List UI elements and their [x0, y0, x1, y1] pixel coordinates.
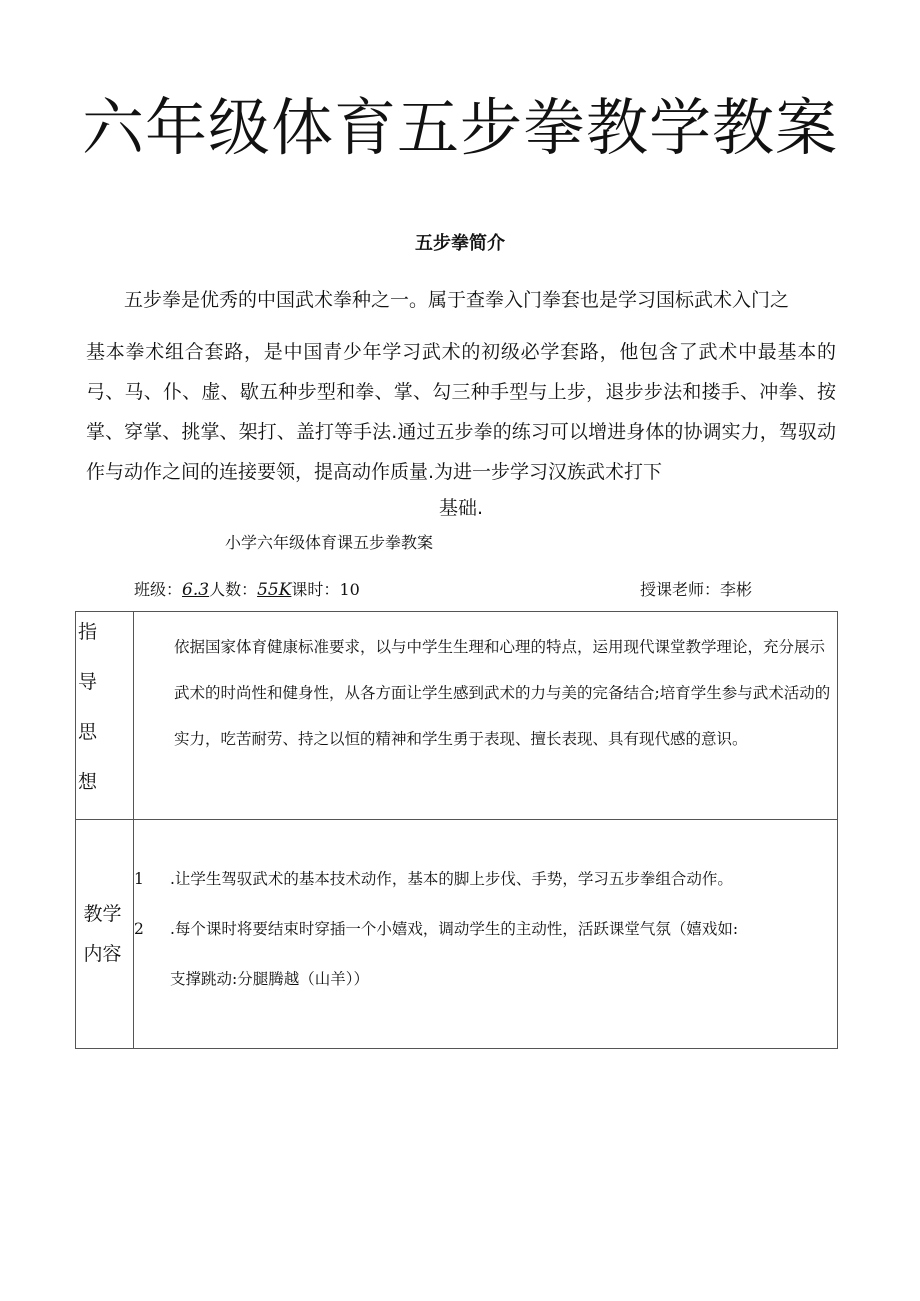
list-item-number: 1 [134, 870, 144, 888]
intro-section [86, 280, 836, 524]
guiding-label [76, 612, 134, 820]
list-item-text: .每个课时将要结束时穿插一个小嬉戏，调动学生的主动性，活跃课堂气氛（嬉戏如: [170, 920, 739, 938]
content-text-cell [134, 820, 838, 1049]
list-item-text: .让学生驾驭武术的基本技术动作，基本的脚上步伐、手势，学习五步拳组合动作。 [170, 870, 733, 888]
list-item-continuation: 支撑跳动:分腿腾越（山羊）） [170, 970, 369, 988]
class-value: 6.3 [182, 580, 210, 600]
teacher-info [640, 577, 752, 603]
intro-first-line: 五步拳是优秀的中国武术拳种之一。属于查拳入门拳套也是学习国标武术入门之 [124, 289, 790, 311]
content-row [76, 820, 838, 1049]
lesson-info-line [134, 577, 794, 603]
guiding-label-char: 想 [78, 771, 98, 793]
intro-body: 基本拳术组合套路，是中国青少年学习武术的初级必学套路，他包含了武术中最基本的弓、马、仆、虚、歇五种步型和拳、掌、勾三种手型与上步，退步步法和搂手、冲拳、按掌、穿掌、挑掌、架打、盖打等手法.通过五步拳的练习可以增进身体的协调实力，驾驭动作与动作之间的连接要领，提高动作质量.为进一步学习汉族武术打下 [86, 341, 836, 483]
count-label: 人数： [209, 580, 258, 599]
hours-value: 10 [339, 580, 360, 599]
lesson-plan-table [75, 611, 838, 1049]
lesson-plan-title: 小学六年级体育课五步拳教案 [225, 533, 434, 552]
guiding-text: 依据国家体育健康标准要求，以与中学生生理和心理的特点，运用现代课堂教学理论，充分展示武术的时尚性和健身性，从各方面让学生感到武术的力与美的完备结合;培育学生参与武术活动的实力，吃苦耐劳、持之以恒的精神和学生勇于表现、擅长表现、具有现代感的意识。 [174, 638, 831, 748]
teacher-value: 李彬 [720, 580, 753, 599]
content-label-line2: 内容 [83, 943, 122, 965]
teacher-label: 授课老师： [640, 580, 721, 599]
content-label-line1: 教学 [83, 903, 122, 925]
guiding-text-cell [134, 612, 838, 820]
guiding-label-char: 指 [78, 621, 98, 643]
list-item [134, 854, 837, 904]
guiding-label-char: 思 [78, 721, 98, 743]
intro-heading: 五步拳简介 [415, 233, 505, 254]
count-value: 55K [257, 580, 292, 600]
guiding-label-char: 导 [78, 671, 98, 693]
guiding-row [76, 612, 838, 820]
page-title: 六年级体育五步拳教学教案 [81, 91, 838, 164]
hours-label: 课时： [291, 580, 340, 599]
content-label [76, 820, 134, 1049]
intro-tail: 基础. [438, 497, 484, 519]
list-item-number: 2 [134, 920, 144, 938]
list-item [134, 904, 837, 954]
class-label: 班级： [134, 580, 183, 599]
